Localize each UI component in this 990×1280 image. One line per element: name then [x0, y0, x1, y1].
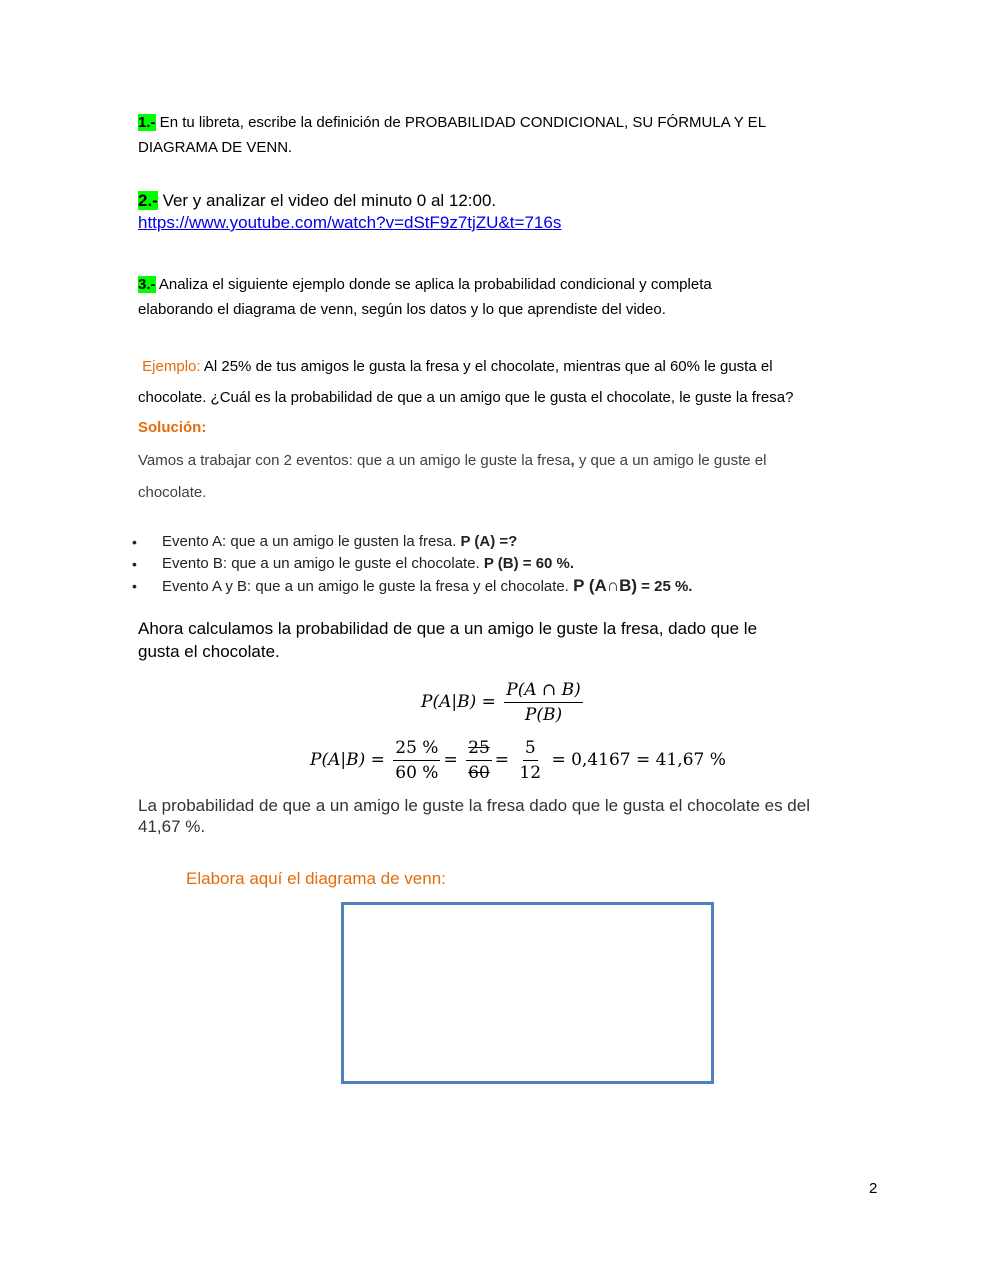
solution-comma: , [570, 452, 575, 469]
solution-label: Solución: [138, 419, 207, 436]
calc-line1: Ahora calculamos la probabilidad de que a un amigo le guste la fresa, dado que le [138, 619, 758, 638]
solution-text-a: Vamos a trabajar con 2 eventos: que a un amigo le guste la fresa [138, 452, 571, 469]
event-a-text: Evento A: que a un amigo le gusten la fresa. [162, 533, 461, 550]
venn-diagram-box[interactable] [341, 902, 714, 1084]
formula-1-numerator: P(A ∩ B) [504, 680, 583, 703]
list-item [138, 531, 692, 553]
fraction-percent [393, 738, 440, 783]
page-number: 2 [869, 1180, 878, 1197]
item-3-text-line2: elaborando el diagrama de venn, según los datos y lo que aprendiste del video. [138, 301, 666, 318]
list-item [138, 575, 692, 598]
formula-1-lhs: P(A|B) = [421, 692, 496, 712]
example-label: Ejemplo: [142, 358, 201, 375]
events-list [138, 531, 692, 598]
equals-1: = [443, 750, 458, 770]
formula-2 [310, 738, 726, 783]
fraction-simplified [517, 738, 543, 783]
solution-label-row [138, 415, 206, 440]
item-3-text-line1: Analiza el siguiente ejemplo donde se aplica la probabilidad condicional y completa [155, 276, 712, 293]
item-2-number: 2.- [138, 191, 158, 210]
item-1 [138, 110, 766, 160]
equals-2: = [494, 750, 510, 770]
example [138, 351, 793, 413]
conclusion-line2: 41,67 %. [138, 817, 206, 836]
fraction-simplified-num: 5 [523, 738, 538, 761]
solution-text [138, 445, 766, 509]
event-a-prob: P (A) =? [460, 533, 518, 550]
venn-title: Elabora aquí el diagrama de venn: [186, 869, 446, 888]
item-2 [138, 190, 561, 234]
formula-1-fraction [504, 680, 583, 725]
calc-intro [138, 617, 757, 663]
fraction-struck-den: 60 [468, 763, 490, 783]
fraction-struck-num: 25 [466, 738, 492, 761]
event-b-text: Evento B: que a un amigo le guste el chocolate. [162, 555, 484, 572]
example-text-line2: chocolate. ¿Cuál es la probabilidad de que a un amigo que le gusta el chocolate, le guste la fresa? [138, 389, 794, 406]
formula-1 [421, 680, 586, 725]
fraction-simplified-den: 12 [519, 763, 542, 783]
calc-line2: gusta el chocolate. [138, 642, 280, 661]
list-item [138, 553, 692, 575]
formula-1-denominator: P(B) [524, 705, 563, 725]
item-1-number: 1.- [138, 114, 156, 131]
fraction-percent-den: 60 % [395, 763, 439, 783]
formula-2-result: = 0,4167 = 41,67 % [551, 750, 726, 770]
solution-text-line2: chocolate. [138, 484, 207, 501]
event-b-prob: P (B) = 60 %. [483, 555, 575, 572]
fraction-struck [466, 738, 492, 783]
event-ab-text: Evento A y B: que a un amigo le guste la fresa y el chocolate. [162, 578, 574, 595]
video-link[interactable]: https://www.youtube.com/watch?v=dStF9z7tjZU&t=716s [138, 213, 562, 232]
conclusion-line1: La probabilidad de que a un amigo le guste la fresa dado que le gusta el chocolate es del [138, 796, 810, 815]
item-1-text-line1: En tu libreta, escribe la definición de PROBABILIDAD CONDICIONAL, SU FÓRMULA Y EL [155, 114, 767, 131]
fraction-percent-num: 25 % [393, 738, 440, 761]
item-3-number: 3.- [138, 276, 156, 293]
item-3 [138, 272, 712, 322]
item-1-text-line2: DIAGRAMA DE VENN. [138, 139, 293, 156]
conclusion [138, 795, 810, 837]
item-2-text: Ver y analizar el video del minuto 0 al 12:00. [157, 191, 497, 210]
event-ab-value: = 25 %. [637, 578, 693, 595]
event-ab-symbol: P (A∩B) [573, 576, 638, 595]
example-text-line1: Al 25% de tus amigos le gusta la fresa y el chocolate, mientras que al 60% le gusta el [200, 358, 773, 375]
formula-2-lhs: P(A|B) = [310, 750, 385, 770]
solution-text-b: y que a un amigo le guste el [574, 452, 767, 469]
